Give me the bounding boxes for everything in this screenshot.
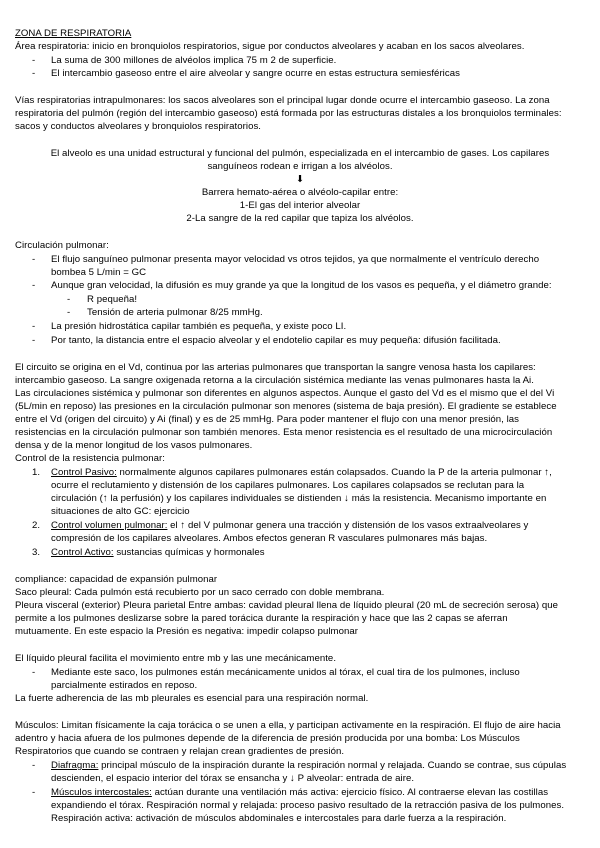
control-item	[51, 520, 528, 532]
section-title: ZONA DE RESPIRATORIA	[15, 28, 132, 39]
diafragma-label: Diafragma:	[51, 760, 99, 771]
pleura-line: mutuamente. En este espacio la Presión es negativa: impedir colapso pulmonar	[15, 626, 358, 637]
alveolo-line: El alveolo es una unidad estructural y funcional del pulmón, especializada en el intercambio de gases. Los capilares	[50, 148, 550, 159]
musculos-line: Respiratorios que cuando se contraen y relajan crean gradientes de presión.	[15, 746, 345, 757]
bullet-dash: -	[32, 321, 36, 332]
circ-bullet: El flujo sanguíneo pulmonar presenta mayor velocidad vs otros tejidos, ya que normalmente el ventrículo derecho	[51, 254, 540, 265]
control-label: Control Pasivo:	[51, 467, 117, 478]
circ-bullet: Por tanto, la distancia entre el espacio alveolar y el endotelio capilar es muy pequeña: difusión facilitada.	[51, 335, 501, 346]
circuito-line: El circuito se origina en el Vd, continua por las arterias pulmonares que transportan la sangre venosa hasta los capilares:	[15, 362, 536, 373]
control-text: situaciones de alto GC: ejercicio	[51, 506, 190, 517]
control-label: Control volumen pulmonar:	[51, 520, 168, 531]
down-arrow-icon: ⬇	[295, 174, 305, 185]
circ-bullet: Aunque gran velocidad, la difusión es muy grande ya que la longitud de los vasos es pequeña, y el diámetro grande:	[51, 280, 552, 291]
circuito-line: entre el Vd (origen del circuito) y Ai (final) y es de 25 mmHg. Para poder mantener el flujo con una menor presión, las	[15, 414, 520, 425]
liquido-bullet: Mediante este saco, los pulmones están mecánicamente unidos al tórax, el cual tira de los pulmones, incluso	[51, 667, 520, 678]
control-item	[51, 547, 265, 559]
list-number: 2.	[32, 520, 41, 531]
area-bullet: El intercambio gaseoso entre el aire alveolar y sangre ocurre en estas estructura semiesféricas	[51, 68, 460, 79]
circuito-line: resistencias en la circulación pulmonar son también menores. Esta menor resistencia es el resultado de una microcirculación	[15, 427, 553, 438]
vias-line: sacos y conductos alveolares y bronquiolos respiratorios.	[15, 121, 262, 132]
control-text: ocurre el reclutamiento y distensión de los capilares pulmonares. Los capilares colapsados se reclutan para la	[51, 480, 525, 491]
bullet-dash: -	[32, 787, 36, 798]
control-text: sustancias químicas y hormonales	[113, 547, 265, 558]
pleura-line: Pleura visceral (exterior) Pleura parietal Entre ambas: cavidad pleural llena de líquido pleural (20 mL de secreción serosa) que	[15, 600, 559, 611]
diafragma-item	[51, 760, 566, 772]
area-bullet: La suma de 300 millones de alvéolos implica 75 m 2 de superficie.	[51, 55, 337, 66]
intercostales-text: Respiración activa: activación de músculos abdominales e intercostales para darle fuerza a la respiración.	[51, 813, 507, 824]
sub-bullet-dash: -	[67, 294, 71, 305]
circ-bullet: bombea 5 L/min = GC	[51, 267, 147, 278]
circuito-line: Las circulaciones sistémica y pulmonar son diferentes en algunos aspectos. Aunque el gasto del Vd es el mismo que el del Vi	[15, 388, 555, 399]
list-number: 1.	[32, 467, 41, 478]
circ-sub-bullet: R pequeña!	[87, 294, 138, 305]
saco-line: Saco pleural: Cada pulmón está recubierto por un saco cerrado con doble membrana.	[15, 587, 385, 598]
circ-title: Circulación pulmonar:	[15, 240, 109, 251]
barrera-title: Barrera hemato-aérea o alvéolo-capilar entre:	[201, 187, 399, 198]
bullet-dash: -	[32, 280, 36, 291]
musculos-line: Músculos: Limitan físicamente la caja torácica o se unen a ella, y participan activamente en la respiración. El flujo de aire hacia	[15, 720, 561, 731]
list-number: 3.	[32, 547, 41, 558]
circ-bullet: La presión hidrostática capilar también es pequeña, y existe poco LI.	[51, 321, 347, 332]
bullet-dash: -	[32, 335, 36, 346]
circ-sub-bullet: Tensión de arteria pulmonar 8/25 mmHg.	[87, 307, 263, 318]
liquido-line: El líquido pleural facilita el movimiento entre mb y las une mecánicamente.	[15, 653, 337, 664]
sub-bullet-dash: -	[67, 307, 71, 318]
control-text: circulación (↑ la perfusión) y los capilares individuales se distienden ↓ más la resistencia. Mecanismo importante en	[51, 493, 547, 504]
intercostales-item	[51, 787, 548, 799]
liquido-bullet: parcialmente estirados en reposo.	[51, 680, 198, 691]
diafragma-text: principal músculo de la inspiración durante la respiración normal y relajada. Cuando se contrae, sus cúpulas	[98, 760, 567, 771]
control-text: el ↑ del V pulmonar genera una tracción y distensión de los vasos extraalveolares y	[167, 520, 529, 531]
intercostales-text: actúan durante una ventilación más activa: ejercicio físico. Al contraerse elevan las costillas	[151, 787, 549, 798]
alveolo-line: sanguíneos rodean e irrigan a los alvéolos.	[207, 161, 393, 172]
area-intro: Área respiratoria: inicio en bronquiolos respiratorios, sigue por conductos alveolares y acaban en los sacos alveolares.	[15, 41, 525, 52]
intercostales-label: Músculos intercostales:	[51, 787, 152, 798]
circuito-line: intercambio gaseoso. La sangre oxigenada retorna a la circulación sistémica mediante las venas pulmonares hasta la Ai.	[15, 375, 534, 386]
barrera-item: 2-La sangre de la red capilar que tapiza los alvéolos.	[186, 213, 414, 224]
control-text: normalmente algunos capilares pulmonares están colapsados. Cuando la P de la arteria pulmonar ↑,	[116, 467, 552, 478]
vias-line: Vías respiratorias intrapulmonares: los sacos alveolares son el principal lugar donde ocurre el intercambio gaseoso. La zona	[15, 95, 550, 106]
circuito-line: densa y de la menor longitud de los vasos pulmonares.	[15, 440, 253, 451]
barrera-item: 1-El gas del interior alveolar	[239, 200, 361, 211]
control-label: Control Activo:	[51, 547, 114, 558]
pleura-line: permite a los pulmones deslizarse sobre la pared torácica durante la respiración y hace que las 2 capas se aferran	[15, 613, 508, 624]
fuerte-line: La fuerte adherencia de las mb pleurales es esencial para una respiración normal.	[15, 693, 369, 704]
bullet-dash: -	[32, 68, 36, 79]
control-title: Control de la resistencia pulmonar:	[15, 453, 165, 464]
diafragma-text: descienden, el espacio interior del tórax se ensancha y ↓ P alveolar: entrada de aire.	[51, 773, 415, 784]
circuito-line: (5L/min en reposo) las presiones en la circulación pulmonar son menores (sistema de baja presión). El gradiente se establece	[15, 401, 557, 412]
intercostales-text: expandiendo el tórax. Respiración normal y relajada: proceso pasivo resultado de la retracción pasiva de los pulmones.	[51, 800, 565, 811]
bullet-dash: -	[32, 760, 36, 771]
bullet-dash: -	[32, 667, 36, 678]
vias-line: respiratoria del pulmón (región del intercambio gaseoso) está formada por las estructuras distales a los bronquiolos terminales:	[15, 108, 562, 119]
musculos-line: adentro y hacia afuera de los pulmones depende de la diferencia de presión producida por una bomba: Los Músculos	[15, 733, 520, 744]
control-text: compresión de los capilares alveolares. Ambos efectos generan R vasculares pulmonares más bajas.	[51, 533, 488, 544]
compliance-line: compliance: capacidad de expansión pulmonar	[15, 574, 218, 585]
control-item	[51, 467, 552, 479]
bullet-dash: -	[32, 55, 36, 66]
bullet-dash: -	[32, 254, 36, 265]
